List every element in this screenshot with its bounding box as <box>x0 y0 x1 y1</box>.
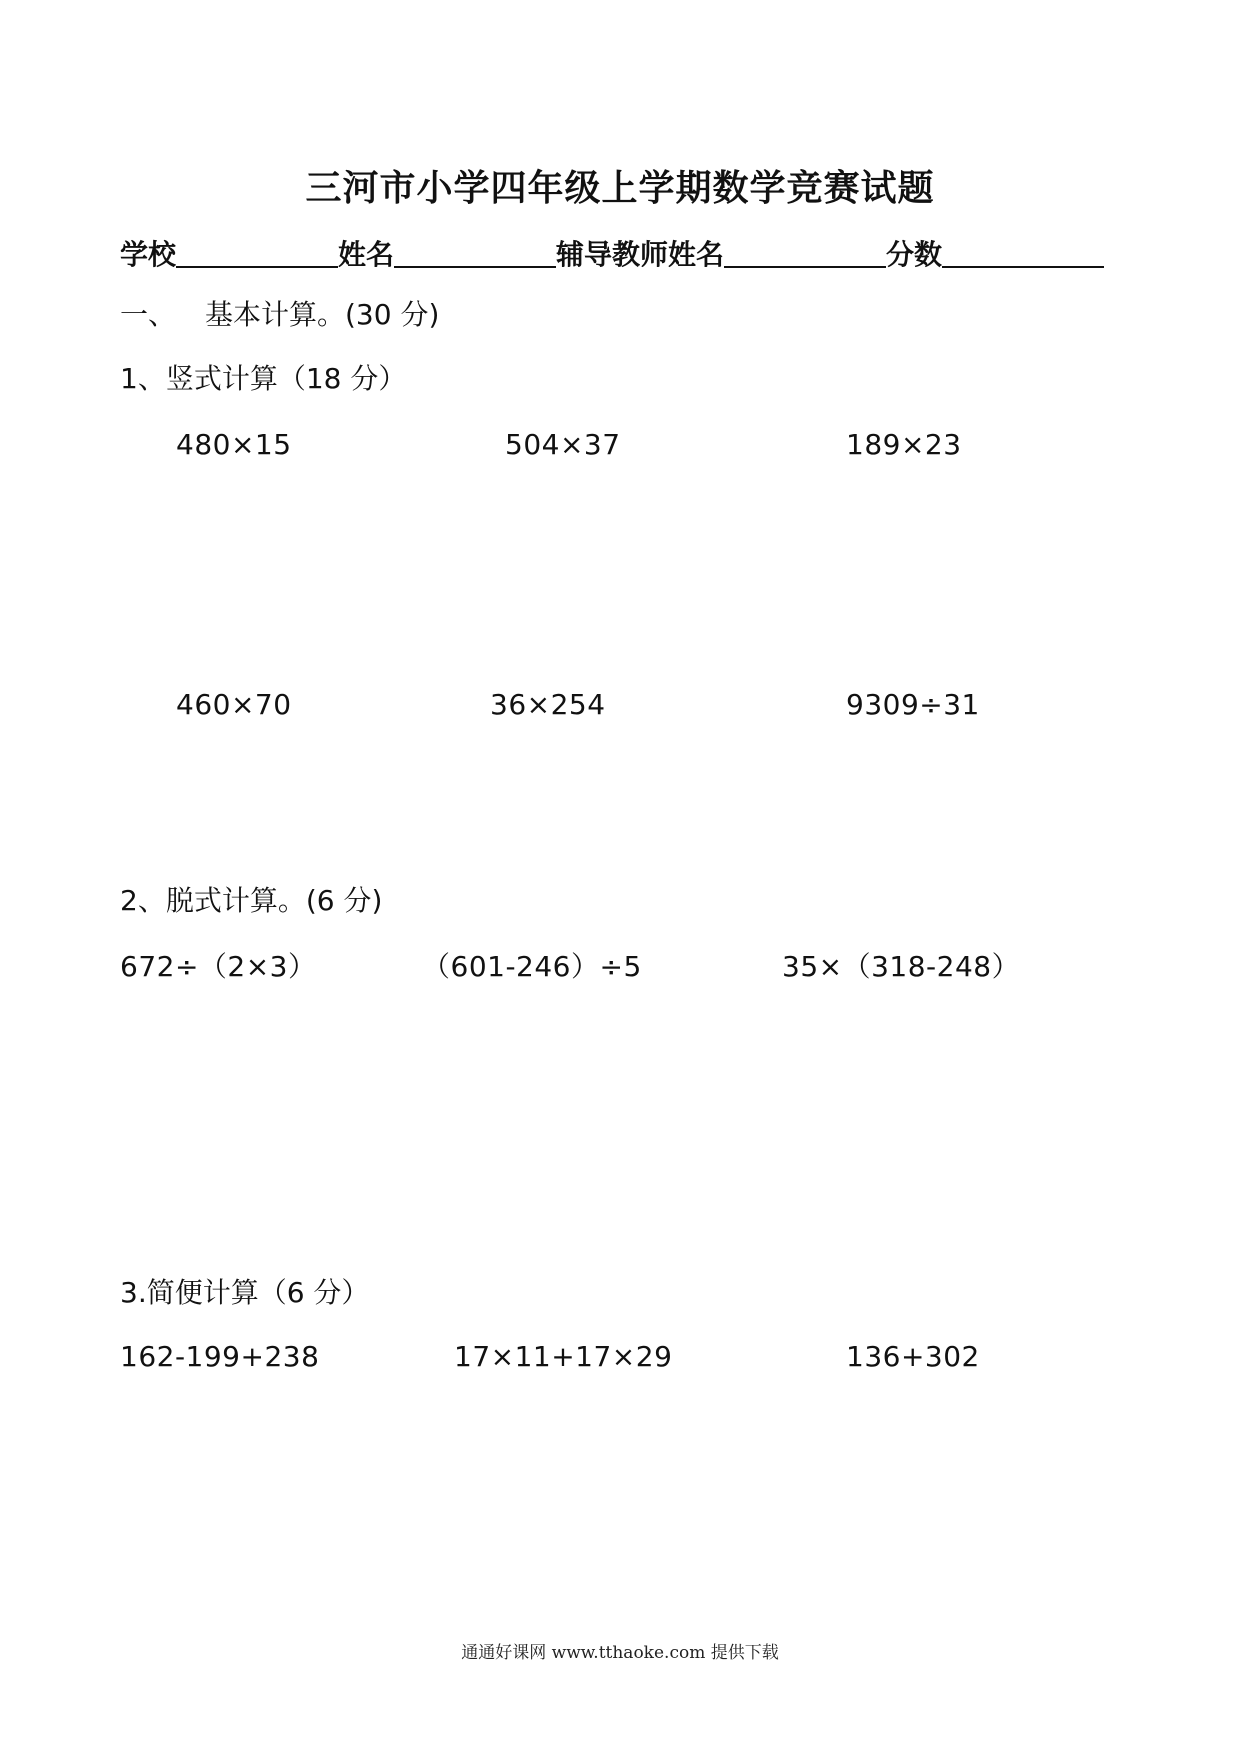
teacher-name-label: 辅导教师姓名 <box>556 238 725 271</box>
vertical-calc-item: 504×37 <box>505 428 621 461</box>
vertical-calc-item: 480×15 <box>176 428 292 461</box>
vertical-calc-item: 9309÷31 <box>846 688 980 721</box>
part3-heading: 3.简便计算（6 分） <box>120 1276 370 1309</box>
simple-calc-item: 17×11+17×29 <box>454 1340 673 1373</box>
footer-source: 通通好课网 www.tthaoke.com 提供下载 <box>461 1643 779 1663</box>
vertical-calc-item: 189×23 <box>846 428 962 461</box>
school-blank[interactable] <box>176 236 338 268</box>
vertical-calc-item: 36×254 <box>490 688 606 721</box>
section-one-heading: 基本计算。(30 分) <box>205 298 440 331</box>
page-title: 三河市小学四年级上学期数学竞赛试题 <box>305 168 935 209</box>
student-info-row <box>120 232 1120 272</box>
section-one-number: 一、 <box>120 298 177 331</box>
name-blank[interactable] <box>394 236 556 268</box>
name-label: 姓名 <box>338 238 395 271</box>
step-calc-item: （601-246）÷5 <box>422 950 642 983</box>
part1-heading: 1、竖式计算（18 分） <box>120 362 407 395</box>
simple-calc-item: 136+302 <box>846 1340 980 1373</box>
part2-heading: 2、脱式计算。(6 分) <box>120 884 383 917</box>
score-label: 分数 <box>886 238 943 271</box>
teacher-name-blank[interactable] <box>724 236 886 268</box>
vertical-calc-item: 460×70 <box>176 688 292 721</box>
step-calc-item: 35×（318-248） <box>782 950 1021 983</box>
school-label: 学校 <box>120 238 177 271</box>
simple-calc-item: 162-199+238 <box>120 1340 320 1373</box>
step-calc-item: 672÷（2×3） <box>120 950 317 983</box>
score-blank[interactable] <box>942 236 1104 268</box>
